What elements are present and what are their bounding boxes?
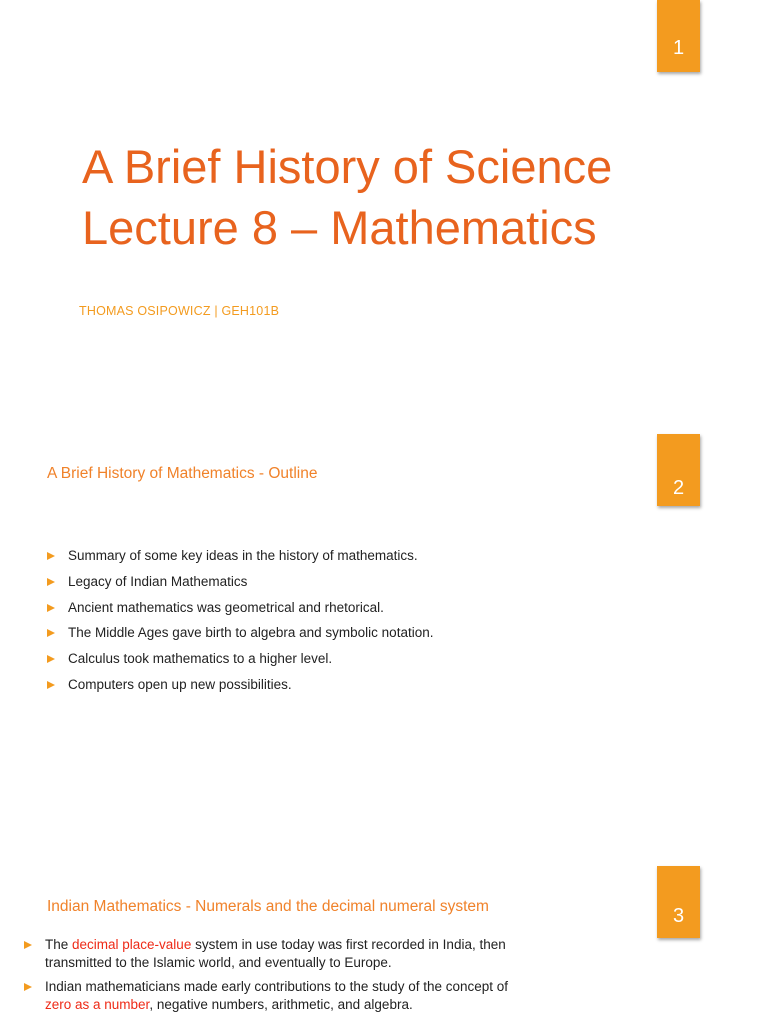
list-item [24, 936, 625, 972]
text-segment: system in use today was first recorded in India, then [191, 937, 506, 952]
author-course-byline: THOMAS OSIPOWICZ | GEH101B [79, 304, 280, 318]
slide-2 [0, 430, 768, 864]
lecture-title [82, 136, 612, 258]
bullet-arrow-icon [47, 604, 55, 612]
bullet-arrow-icon [47, 629, 55, 637]
list-item [47, 650, 433, 676]
list-item [47, 547, 433, 573]
list-item-text: Legacy of Indian Mathematics [68, 573, 248, 589]
bullet-arrow-icon [47, 655, 55, 663]
slide-number-tab: 1 [657, 0, 700, 72]
text-segment: The [45, 937, 73, 952]
list-item [24, 978, 625, 1014]
list-item-text: The Middle Ages gave birth to algebra and symbolic notation. [68, 625, 434, 641]
slide-1 [0, 0, 768, 430]
title-line-1: A Brief History of Science [82, 140, 613, 193]
list-item-text: Summary of some key ideas in the history of mathematics. [68, 548, 418, 563]
bullet-arrow-icon [24, 983, 32, 991]
indian-math-list [24, 936, 625, 1020]
highlighted-term: decimal place-value [72, 937, 192, 952]
bullet-line [45, 996, 625, 1014]
list-item-text: Calculus took mathematics to a higher level. [68, 651, 333, 667]
bullet-line: transmitted to the Islamic world, and eventually to Europe. [45, 955, 392, 970]
list-item [47, 624, 433, 650]
list-item [47, 676, 433, 702]
slide-3 [0, 864, 768, 1024]
bullet-arrow-icon [47, 681, 55, 689]
bullet-line: Indian mathematicians made early contributions to the study of the concept of [45, 979, 509, 994]
outline-list [47, 547, 433, 702]
title-line-2: Lecture 8 – Mathematics [82, 201, 597, 254]
bullet-line [45, 936, 625, 954]
list-item-text: Ancient mathematics was geometrical and rhetorical. [68, 599, 384, 615]
bullet-arrow-icon [47, 552, 55, 560]
list-item [47, 599, 433, 625]
slide-number-tab: 3 [657, 866, 700, 938]
bullet-arrow-icon [47, 578, 55, 586]
text-segment: , negative numbers, arithmetic, and algebra. [149, 997, 413, 1012]
slide-number-tab: 2 [657, 434, 700, 506]
list-item-text: Computers open up new possibilities. [68, 676, 292, 692]
outline-heading: A Brief History of Mathematics - Outline [47, 465, 318, 482]
bullet-arrow-icon [24, 941, 32, 949]
highlighted-term: zero as a number [45, 997, 150, 1012]
indian-math-heading: Indian Mathematics - Numerals and the decimal numeral system [47, 898, 489, 915]
list-item [47, 573, 433, 599]
